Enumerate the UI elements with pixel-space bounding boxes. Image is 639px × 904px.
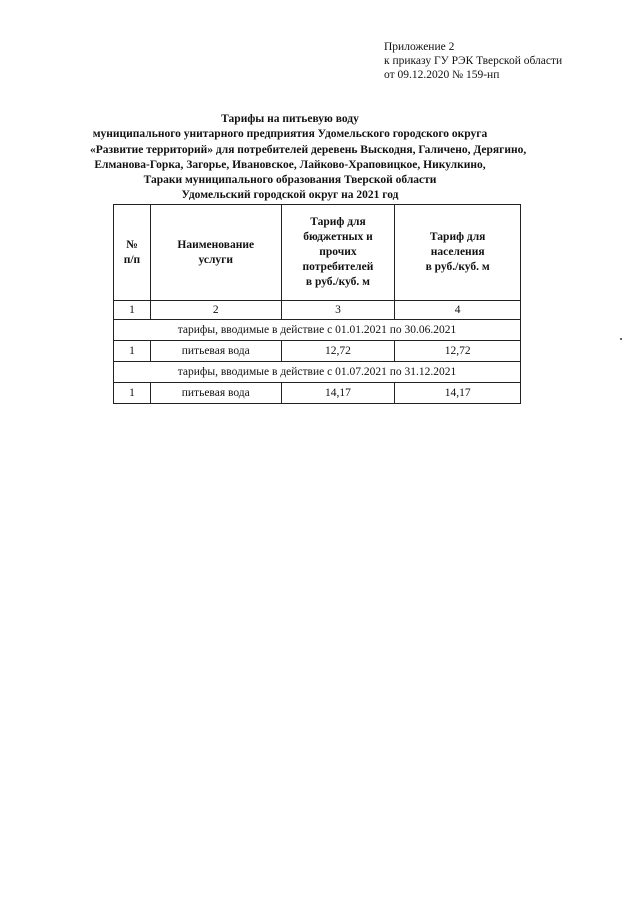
scan-speck <box>620 338 622 340</box>
table-header-row <box>114 205 521 301</box>
document-title <box>90 112 527 204</box>
header-service: Наименование услуги <box>150 205 281 301</box>
title-line: Елманова-Горка, Загорье, Ивановское, Лайково-Храповицкое, Никулкино, <box>94 158 486 171</box>
appendix-number: Приложение 2 <box>384 41 455 53</box>
row-budget-tariff: 14,17 <box>281 383 395 404</box>
appendix-date: от 09.12.2020 № 159-нп <box>384 69 500 81</box>
title-line: «Развитие территорий» для потребителей деревень Выскодня, Галичено, Дерягино, <box>90 143 527 156</box>
header-number: № п/п <box>114 205 151 301</box>
title-line: муниципального унитарного предприятия Удомельского городского округа <box>92 128 488 141</box>
row-population-tariff: 12,72 <box>395 341 521 362</box>
column-number: 4 <box>395 301 521 320</box>
row-number: 1 <box>114 383 151 404</box>
table-row <box>114 383 521 404</box>
header-budget-tariff: Тариф для бюджетных и прочих потребителей в руб./куб. м <box>281 205 395 301</box>
title-line: Тараки муниципального образования Тверской области <box>143 174 437 187</box>
column-number: 1 <box>114 301 151 320</box>
row-population-tariff: 14,17 <box>395 383 521 404</box>
row-budget-tariff: 12,72 <box>281 341 395 362</box>
period-label: тарифы, вводимые в действие с 01.01.2021 по 30.06.2021 <box>114 320 521 341</box>
tariffs-table <box>113 204 521 404</box>
title-line: Удомельский городской округ на 2021 год <box>181 189 399 202</box>
column-number: 3 <box>281 301 395 320</box>
period-label: тарифы, вводимые в действие с 01.07.2021 по 31.12.2021 <box>114 362 521 383</box>
row-service: питьевая вода <box>150 341 281 362</box>
column-numbers-row <box>114 301 521 320</box>
row-number: 1 <box>114 341 151 362</box>
row-service: питьевая вода <box>150 383 281 404</box>
period-row <box>114 320 521 341</box>
title-line: Тарифы на питьевую воду <box>221 113 359 125</box>
appendix-reference <box>384 40 562 82</box>
header-population-tariff: Тариф для населения в руб./куб. м <box>395 205 521 301</box>
table-row <box>114 341 521 362</box>
column-number: 2 <box>150 301 281 320</box>
period-row <box>114 362 521 383</box>
appendix-order: к приказу ГУ РЭК Тверской области <box>384 55 563 67</box>
